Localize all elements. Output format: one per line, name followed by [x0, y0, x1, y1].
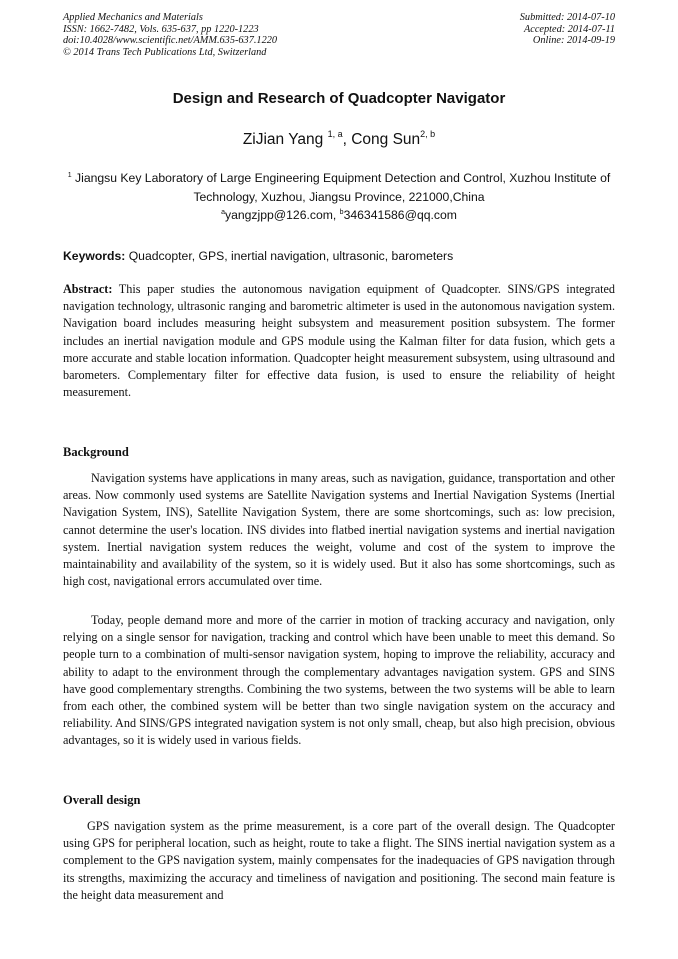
email-b-sup: b — [339, 209, 344, 216]
email-b: 346341586@qq.com — [343, 208, 457, 222]
keywords-text: Quadcopter, GPS, inertial navigation, ultrasonic, barometers — [125, 249, 454, 263]
affiliation — [63, 166, 615, 207]
abstract-text: This paper studies the autonomous navigation equipment of Quadcopter. SINS/GPS integrated navigation technology, ultrasonic ranging and barometric altimeter is used in the autonomous navigation system. Navigation board includes measuring height subsystem and measurement position subsystem. The former includes an inertial navigation module and GPS module using the Kalman filter for data fusion, which gets a more accurate and stable location information. Quadcopter height measurement subsystem, using ultrasound and barometers. Complementary filter for effective data fusion, is used to ensure the reliability of height measurement. — [63, 282, 615, 400]
email-a: yangzjpp@126.com, — [224, 208, 340, 222]
abstract — [63, 281, 615, 401]
paper-title: Design and Research of Quadcopter Navigator — [172, 90, 506, 107]
author-2-sup: 2, b — [420, 129, 436, 139]
background-paragraph-1: Navigation systems have applications in many areas, such as navigation, guidance, transportation and other areas. Now commonly used systems are Satellite Navigation systems and Inertial Navigation Systems (Inertial Navigation System, INS), Satellite Navigation System, there are some shortcomings, such as: low precision, cannot determine the user's location. INS divides into flatbed inertial navigation systems and inertial navigation system. Inertial navigation system reduces the weight, volume and cost of the system to improve the maintainability and availability of the system, so it is widely used. But it also has some shortcomings, such as high cost, navigational errors accumulated over time. — [63, 471, 615, 589]
journal-doi: doi:10.4028/www.scientific.net/AMM.635-637.1220 — [63, 35, 278, 47]
date-accepted: Accepted: 2014-07-11 — [523, 23, 615, 35]
abstract-label: Abstract: — [63, 282, 113, 296]
author-separator: , — [342, 131, 352, 148]
affiliation-text: Jiangsu Key Laboratory of Large Engineering Equipment Detection and Control, Xuzhou Institute of Technology, Xuzhou, Jiangsu Province, 221000,China — [75, 171, 611, 204]
overall-design-paragraph-1: GPS navigation system as the prime measurement, is a core part of the overall design. The Quadcopter using GPS for peripheral location, such as height, route to take a flight. The SINS inertial navigation system as a complement to the GPS navigation system, mainly compensates for the inadequacies of GPS navigation through its strengths, maximizing the accuracy and timeliness of navigation and positioning. The second main feature is the height data measurement and — [63, 819, 615, 902]
keywords-label: Keywords: — [63, 249, 126, 263]
date-online: Online: 2014-09-19 — [532, 35, 615, 47]
journal-issn: ISSN: 1662-7482, Vols. 635-637, pp 1220-1223 — [63, 23, 259, 35]
author-1-sup: 1, a — [327, 129, 343, 139]
publication-dates — [520, 12, 615, 47]
author-1-name: ZiJian Yang — [242, 131, 328, 148]
journal-name: Applied Mechanics and Materials — [63, 12, 203, 23]
keywords — [63, 249, 615, 263]
background-paragraph-2: Today, people demand more and more of the carrier in motion of tracking accuracy and navigation, only relying on a single sensor for navigation, tracking and control which have been unable to meet this demand. So people turn to a combination of multi-sensor navigation system, hoping to improve the reliability, accuracy and ability to adapt to the environment through the complementary advantages navigation system. GPS and SINS have good complementary strengths. Combining the two systems, between the two systems will be able to learn from each other, the combined system will be better than two single navigation system on the accuracy and reliability. And SINS/GPS integrated navigation system is not only small, cheap, but also high precision, obvious advantages, so it is widely used in various fields. — [63, 613, 615, 748]
journal-info — [63, 12, 277, 58]
affiliation-sup: 1 — [67, 172, 72, 179]
journal-header — [63, 12, 615, 58]
section-heading-background: Background — [63, 445, 129, 459]
email-a-sup: a — [221, 209, 225, 216]
section-heading-overall-design: Overall design — [63, 793, 141, 807]
date-submitted: Submitted: 2014-07-10 — [519, 12, 615, 23]
author-2-name: Cong Sun — [351, 131, 421, 148]
author-line — [0, 129, 678, 149]
journal-copyright: © 2014 Trans Tech Publications Ltd, Switzerland — [63, 46, 267, 58]
author-emails — [0, 208, 678, 222]
